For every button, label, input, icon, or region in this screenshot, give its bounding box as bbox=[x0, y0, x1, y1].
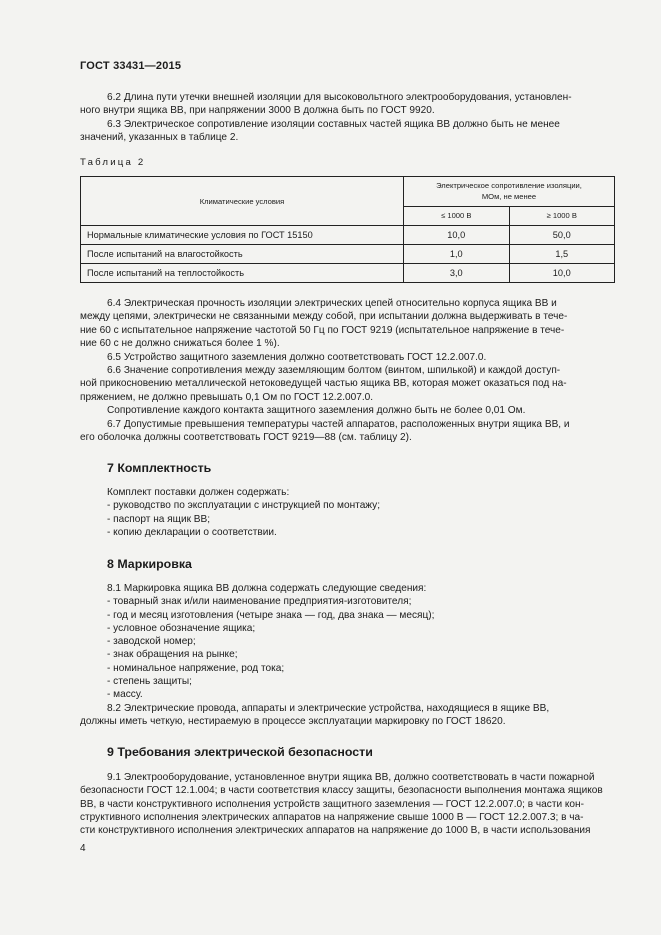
text-line: Сопротивление каждого контакта защитного заземления должно быть не более 0,01 Ом. bbox=[107, 405, 526, 416]
table-row bbox=[81, 264, 615, 283]
value-cell: 10,0 bbox=[509, 264, 615, 283]
section-7-title: 7 Комплектность bbox=[107, 461, 212, 475]
value-cell: 50,0 bbox=[509, 226, 615, 245]
table-caption: Таблица 2 bbox=[80, 157, 146, 168]
text-line: 6.5 Устройство защитного заземления должно соответствовать ГОСТ 12.2.007.0. bbox=[107, 352, 487, 363]
condition-cell: Нормальные климатические условия по ГОСТ 15150 bbox=[81, 226, 404, 245]
page-number: 4 bbox=[80, 843, 86, 854]
value-cell: 3,0 bbox=[404, 264, 510, 283]
paragraph-6-2 bbox=[80, 91, 614, 118]
text-line: ние 60 с не должно снижаться более 1 %). bbox=[80, 337, 280, 349]
subheader-le-1000v: ≤ 1000 В bbox=[404, 206, 510, 225]
list-item: - копию декларации о соответствии. bbox=[107, 526, 277, 538]
text-line: ВВ, в части конструктивного исполнения устройств защитного заземления — ГОСТ 12.2.007.0; в части кон- bbox=[80, 798, 584, 810]
column-header-conditions: Климатические условия bbox=[81, 177, 404, 226]
paragraph-6-7 bbox=[80, 418, 614, 445]
list-item: - паспорт на ящик ВВ; bbox=[107, 513, 211, 525]
text-line: ной прикосновению металлической нетоковедущей частью ящика ВВ, которая может оказаться под на- bbox=[80, 378, 567, 390]
paragraph-9-1 bbox=[80, 771, 614, 837]
table-row bbox=[81, 245, 615, 264]
text-line: значений, указанных в таблице 2. bbox=[80, 132, 239, 144]
list-item: - условное обозначение ящика; bbox=[107, 622, 256, 634]
text-line: 9.1 Электрооборудование, установленное внутри ящика ВВ, должно соответствовать в части пожарной bbox=[107, 772, 595, 783]
insulation-resistance-table bbox=[80, 176, 615, 283]
value-cell: 10,0 bbox=[404, 226, 510, 245]
list-item: - номинальное напряжение, род тока; bbox=[107, 662, 285, 674]
paragraph-6-5 bbox=[80, 351, 614, 364]
text-line: 8.1 Маркировка ящика ВВ должна содержать следующие сведения: bbox=[107, 583, 427, 594]
text-line: 6.7 Допустимые превышения температуры частей аппаратов, расположенных внутри ящика ВВ, и bbox=[107, 419, 570, 430]
list-item: - год и месяц изготовления (четыре знака — год, два знака — месяц); bbox=[107, 609, 435, 621]
text-line: 8.2 Электрические провода, аппараты и электрические устройства, находящиеся в ящике ВВ, bbox=[107, 703, 550, 714]
paragraph-6-6 bbox=[80, 364, 614, 404]
header-line: МОм, не менее bbox=[481, 192, 537, 202]
text-line: между цепями, электрически не связанными между собой, при испытании должна выдерживать в тече- bbox=[80, 311, 568, 323]
value-cell: 1,5 bbox=[509, 245, 615, 264]
text-line: ного внутри ящика ВВ, при напряжении 3000 В должна быть по ГОСТ 9920. bbox=[80, 105, 435, 117]
condition-cell: После испытаний на влагостойкость bbox=[81, 245, 404, 264]
text-line: сти конструктивного исполнения электрических аппаратов на напряжение до 1000 В, в части использования bbox=[80, 825, 591, 837]
list-item: - заводской номер; bbox=[107, 636, 196, 648]
value-cell: 1,0 bbox=[404, 245, 510, 264]
text-line: безопасности ГОСТ 12.1.004; в части соответствия классу защиты, безопасности выполнения монтажа ящиков bbox=[80, 785, 603, 797]
text-line: структивного исполнения электрических аппаратов на напряжение свыше 1000 В — ГОСТ 12.2.007.3; в ча- bbox=[80, 811, 584, 823]
table-row bbox=[81, 226, 615, 245]
text-line: 6.6 Значение сопротивления между заземляющим болтом (винтом, шпилькой) и каждой доступ- bbox=[107, 365, 561, 376]
text-line: пряжением, не должно превышать 0,1 Ом по ГОСТ 12.2.007.0. bbox=[80, 391, 374, 403]
text-line: ние 60 с испытательное напряжение частотой 50 Гц по ГОСТ 9219 (испытательное напряжение в тече- bbox=[80, 324, 565, 336]
list-item: - знак обращения на рынке; bbox=[107, 649, 238, 661]
text-line: 6.3 Электрическое сопротивление изоляции составных частей ящика ВВ должно быть не менее bbox=[107, 119, 560, 130]
list-item: - массу. bbox=[107, 689, 143, 701]
text-line: должны иметь четкую, нестираемую в процессе эксплуатации маркировку по ГОСТ 18620. bbox=[80, 716, 506, 728]
condition-cell: После испытаний на теплостойкость bbox=[81, 264, 404, 283]
paragraph-6-4 bbox=[80, 297, 614, 350]
document-code-header: ГОСТ 33431—2015 bbox=[80, 60, 182, 72]
column-header-resistance bbox=[404, 177, 615, 207]
section-8-body bbox=[107, 582, 614, 702]
list-item: - руководство по эксплуатации с инструкцией по монтажу; bbox=[107, 500, 381, 512]
section-7-body bbox=[107, 486, 614, 539]
section-8-title: 8 Маркировка bbox=[107, 557, 192, 571]
list-item: - степень защиты; bbox=[107, 676, 192, 688]
header-line: Электрическое сопротивление изоляции, bbox=[436, 181, 582, 191]
text-line: его оболочка должны соответствовать ГОСТ 9219—88 (см. таблицу 2). bbox=[80, 432, 412, 444]
text-line: Комплект поставки должен содержать: bbox=[107, 487, 290, 498]
paragraph-6-6-grounding bbox=[80, 404, 614, 417]
text-line: 6.4 Электрическая прочность изоляции электрических цепей относительно корпуса ящика ВВ и bbox=[107, 298, 557, 309]
list-item: - товарный знак и/или наименование предприятия-изготовителя; bbox=[107, 596, 412, 608]
text-line: 6.2 Длина пути утечки внешней изоляции для высоковольтного электрооборудования, установлен- bbox=[107, 92, 572, 103]
paragraph-6-3 bbox=[80, 118, 614, 145]
subheader-ge-1000v: ≥ 1000 В bbox=[509, 206, 615, 225]
section-9-title: 9 Требования электрической безопасности bbox=[107, 745, 373, 759]
paragraph-8-2 bbox=[80, 702, 614, 729]
